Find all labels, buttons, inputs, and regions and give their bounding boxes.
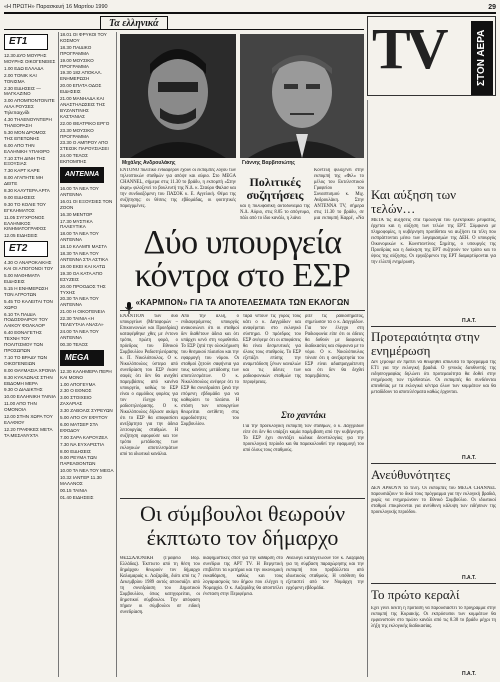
tv-box <box>367 16 496 96</box>
section-title: Τα ελληνικά <box>100 16 168 29</box>
program-listing: 9.00 ΡΕΥΜΑ ΤΩΝ ΠΑΡΕΛΘΟΝΤΩΝ <box>60 455 97 467</box>
photo-androulakis <box>120 34 236 158</box>
program-listing: 3.30 ΖΑΒΟΛΙΣ ΣΥΡΕΥΩΝ <box>60 408 113 414</box>
antenna-logo: ANTENNA <box>60 167 104 183</box>
program-listing: 20.00 ΕΠΑΤΑ ΟΔΟΣ ΕΙΔΗΣΕΙΣ <box>60 83 102 95</box>
main-rule <box>120 310 365 311</box>
program-listing: 18.30 ΤΑ ΝΕΑ ΤΟΥ ANTENNA ΣΤΑ ΑΣΤΙΚΑ <box>60 251 109 262</box>
program-listing: 6.00 ΑΠΟ ΤΗΝ ΕΛΛΗΝΙΚΗ ΥΠΑΙΘΡΟ <box>4 142 50 154</box>
program-listing: 12.30 ΔΥΟ ΜΟΥΡΗΣ ΜΟΥΡΗΣ ΟΙΚΟΓΕΝΕΙΕΣ <box>4 53 56 64</box>
program-listing: 10.32 ΙΑΝΤΕΡ 11.30 ΜΑΛΑΝΟΣ <box>60 475 102 487</box>
feature-text-mid: και η πολυφάσικη αυτοδυναμία της Ν.Δ. Αύριο, στις 8.05 το απόγευμα, πάλι από το ίδιο κανάλι, η λιάνα <box>240 204 310 221</box>
program-listing: 2.00 ΤΟΝΙΚ ΚΑΙ ΤΟΝΙΣΜΑ <box>4 72 37 84</box>
program-listing: 19.30 ΟΑ ΚΑΤΑ ΑΠΟ ΕΣΥΖΕΙΣ <box>60 270 103 282</box>
program-listing: 16.00 ΤΑ ΝΕΑ ΤΟΥ ANTENNA <box>60 186 99 197</box>
program-listing: 9.30 Ο ΔΙΑΔΙΚΤΗΣ <box>4 387 43 393</box>
program-listing: 7.10 ΣΤΗ ΔΙΝΗ ΤΗΣ ΕΞΟΥΣΙΑΣ <box>4 155 46 167</box>
program-listing: 21.00 Η ΟΙΚΟΓΕΝΕΙΑ <box>60 309 106 315</box>
on-air-label: ΣΤΟΝ ΑΕΡΑ <box>471 21 493 95</box>
program-listing: 8.00 ΘΑΥΜΑΣΙΑ ΧΡΟΝΙΑ <box>4 367 56 373</box>
program-listing: 5.30 ΜΟΝ ΔΡΟΜΟΣ ΤΗΣ ΕΠΕΤΩΝΗΣ <box>4 129 46 141</box>
right-story2-text: Δεν ξέρουμε αν πρέπει να θεωρηθεί απόλυτα το πρόγραμμα της ΕΤ1 για την εκλογική βραδιά. Ο γενικός διευθυντής της ειδησεογραφίας δηλώνει ότι προτεραιότητα θα δοθεί στην ενημέρωση των τηλεθεατών. Οι εκπομπές θα συνδέονται απευθείας με τα εκλογικά κέντρα όλων των κομμάτων και θα μεταδίδουν τα αποτελέσματα καθώς έρχονται. <box>371 360 496 395</box>
et1-logo: ΕΤ1 <box>4 34 48 50</box>
portrait-image <box>240 34 364 158</box>
column-divider <box>58 32 59 677</box>
program-listing: 11.00 ΑΠΟ ΤΗΝ ΟΜΟΝΟΙΑ <box>4 401 37 413</box>
program-listing: 7.10 ΤΟ ΒΡΑΔΥ ΤΩΝ ΟΙΚΟΓΕΝΕΙΩΝ <box>4 354 47 366</box>
et3-program-list <box>60 32 114 165</box>
bottom-text-col3: Ανάλογα καταγγέλλουν τον κ. Λαζαρίδη για τη σύμβαση παραχώρησης και την εκπομπή που προβάλλεται από ιδιωτικούς σταθμούς. Η υπόθεση θα εξεταστεί από τον Νομάρχη την ερχόμενη εβδομάδα. <box>286 556 364 591</box>
program-listing: 20.30 ΤΑ ΝΕΑ ΤΟΥ ANTENNA <box>60 296 99 308</box>
right-rule <box>371 583 496 584</box>
tv-listings-col-1 <box>4 32 56 677</box>
feature-text-left: ΕΝΤΟΝΟ πολιτικό ενδιαφέρον έχουν οι εκπομπές λόγου των τηλεοπτικών σταθμών για απόψε και αύριο. Στο MEGA CHANNEL, σήμερα στις 11.30 το βράδυ, η εκπομπή «Στην άκρη» φιλοξενεί το βουλευτή της Ν.Δ. κ. Σταύρο Φαλασ και την συνδυαζόμενη του ΠΑΣΟΚ κ. Ε. Αγγελική. Θέμα της συζήτησης: οι θέσεις της εβδομάδας, οι φοιτητικές παραγρμένες. <box>120 168 236 209</box>
program-listing: 7.30 ΝΑ ΕΥΧΑΡΙΣΤΙΑ <box>60 441 105 447</box>
feature-headline: Πολιτικές συζητήσεις <box>246 175 304 202</box>
program-listing: 20.00 ΠΡΟΟΔΟΣ ΤΗΣ ΤΥΧΗΣ <box>60 283 106 295</box>
program-listing: 12.05 ΕΙΔΗΣΕΙΣ <box>4 233 38 239</box>
photo-caption-left: Μιχάλης Ανδρουλάκης <box>122 160 176 166</box>
program-listing: 24.00 ΤΕΛΟΣ ΕΚΠΟΜΠΗΣ <box>60 153 88 165</box>
main-text-col3: τάρα νέτουν τις γύρος τους κάτι ο κ. Δαγγρίδων και αναφέρεται στο εκλογικό σύστημα. Ο πρόεδρος του ΕΣΡ ανέφερε ότι οι αποφάσεις θα είναι δεσμευτικές για όλους τους σταθμούς. Το ΕΣΡ εξετάζει επίσης την αναμετάδοση ξένων καναλιών και τις άδειες των ραδιοφωνικών σταθμών της περιφέρειας. <box>243 314 301 385</box>
program-listing: 4.30 Ο ΑΝΑΡΟΚΑΙΚΗΣ ΚΑΙ ΟΙ ΑΠΟΓΟΝΟΙ ΤΟΥ <box>4 260 54 272</box>
program-listing: 5.00 ΑΠΟ ΟΥ ΕΦΥΤΟΥ <box>60 415 108 421</box>
feature-text-right: Κοντέλη φιλοξενεί στην εκπομπή της «Φιλ» το μέλος του Εκτελεστικού Γραφείου του Συνασπισμού κ. Μιχ. Ανδρουλάκη. Στην ANTENNA TV, σήμερα στις 11.30 το βράδυ, σε μια εκπομπή Καρρέ, «Να <box>314 168 364 221</box>
et1-program-list <box>4 53 56 239</box>
right-story1-title: Και αύξηση των τελών… <box>371 187 457 216</box>
page-header <box>4 2 496 12</box>
program-listing: 3.00 ΑΠΟΜΠΟΝΤΟΝΙΤΕ ΑΙΛΑ ΡΟΥΣΕΣ Τηλεπαιχνίδι <box>4 98 55 116</box>
signature: Π.Α.Τ. <box>462 318 476 324</box>
bottom-rule <box>120 498 365 499</box>
program-listing: 12.30 ΚΑΛΗΜΕΡΑ ΠΕΡΗ ΚΑΙ ΜΟΝΟ <box>60 368 112 380</box>
program-listing: 4.30 ΤΗΛΕΝΟΥΝΤΕΡΗ ΤΗΛΕΟΡΑΣΗ <box>4 117 52 128</box>
bottom-text-col2: διαφημιστικές σποτ για την κάθαρση στο συνέδριο της ΑΡΤ TV. Η Βεργετική επιβλέπει τα κριτήρια και την οικονομική εκκαθάριση, καθώς και τους λογαριασμούς του δήμου που ελέγχει η Νομαρχία. Ο κ. Λαζαρίδης θα αποστείλει ένσταση στην Περιφέρεια. <box>203 556 283 597</box>
masthead: «Η ΠΡΩΤΗ» Παρασκευή 16 Μαρτίου 1990 <box>4 4 108 10</box>
mega-program-list <box>60 369 114 501</box>
program-listing: 6.00 ΜΑΤΣΕΡ ΣΤΑ ΕΦΟΔΟΥ <box>60 421 98 433</box>
program-listing: 8.30 ΚΥΚΛΩΝΑΣ ΣΤΗΝ ΕΒΔΟΜΗ ΜΕΡΑ <box>4 374 53 386</box>
et2-program-list <box>4 260 56 438</box>
et2-logo: ΕΤ2 <box>4 241 48 257</box>
photo-caption-right: Γιάννης Βαρβιτσιώτης <box>242 160 296 166</box>
section-bar <box>4 16 364 30</box>
antenna-program-list <box>60 186 114 348</box>
program-listing: 7.30 ΚΑΡΤ ΚΑΡΕ <box>4 168 40 174</box>
photo-varvitsiotis <box>240 34 364 158</box>
right-story3-text: ΔΕΝ ΑΡΚΟΥΝ τα τέλη. Οι εκπομπές του MEGA CHANNEL παρουσιάζουν το δικό τους πρόγραμμα για την εκλογική βραδιά, χωρίς να ενημερώνουν το Εθνικό Συμβούλιο. Οι ιδιωτικοί σταθμοί επικρίνονται για ανεύθυνη κάλυψη των ειδήσεων της προεκλογικής περιόδου. <box>371 486 496 515</box>
right-story2-title: Προτεραιότητα στην ενημέρωση <box>371 329 480 358</box>
bottom-headline: Οι σύμβουλοι θεωρούν έκπτωτο τον δήμαρχο <box>139 501 346 550</box>
program-listing: 10.00 ΕΛΛΗΝΙΚΗ ΤΑΙΝΙΑ <box>4 394 56 400</box>
program-listing: 5.00 ΜΑΘΗΜΑΤΑ ΕΙΔΗΣΕΙΣ <box>4 273 40 284</box>
right-rule <box>371 463 496 464</box>
program-listing: 19.00 ΕΚΕΙ ΚΑΙ ΚΑΤΩ <box>60 263 106 269</box>
page-number: 29 <box>488 3 496 11</box>
signature: Π.Α.Τ. <box>462 671 476 677</box>
tv-listings-col-2 <box>60 32 114 677</box>
program-listing: 10.00 ΤΑ ΝΕΑ ΤΟΥ MEGA <box>60 468 114 474</box>
column-divider <box>367 100 368 677</box>
program-listing: 22.00 ΘΕΑΤΡΙΚΟ ΕΡΓΟ <box>60 120 110 126</box>
program-listing: 16.01 ΟΙ ΕΞΟΥΣΙΕΣ ΤΟΝ ΖΟΟΝ <box>60 198 113 210</box>
bottom-text-col1: ΘΕΣΣΑΛΟΝΙΚΗ (Γραφείο Βορ. Ελλάδας). Έκπτωτο από τη θέση του δημάρχου θεωρούν τον δήμαρχο Καλαμαριάς κ. Λαζαρίδη, διότι από τις 7 Δεκεμβρίου 1989 αυτός απουσιάζει από τη συνεδρίαση του Δημοτικού Συμβουλίου, όπως κατηγορείται, οι δημοτικοί σύμβουλοι. Την απόφαση πήραν οι σύμβουλοι σε ειδική συνεδρίαση. <box>120 556 200 615</box>
main-text-col1: ΕΝΑΝΤΙΟΝ των δύο υπουργείων (Μεταφορών – Επικοινωνιών και Προεδρίας) καταφέρθηκε χθες με έντονο τρόπο, πρώτη φορά, ο πρόεδρος του Εθνικού Συμβουλίου Ραδιοτηλεόρασης κ. Π. Νικολόπουλος. Ο κ. Νικολόπουλος ύστερα από συνεδρίαση του ΕΣΡ έκανε σαφές ότι δεν θα ανεχθεί παρεμβάσεις από κανένα υπουργείο, καθώς το ΕΣΡ είναι ο αρμόδιος φορέας για τον έλεγχο της ραδιοτηλεόρασης. Ο κ. Νικολόπουλος δήλωσε ακόμη ότι το ΕΣΡ θα αποφασίσει ανεξάρτητα για την άδεια λειτουργίας σταθμών. Η συζήτηση αφορούσε και τον τρόπο μετάδοσης των εκλογικών αποτελεσμάτων από τα ιδιωτικά κανάλια. <box>120 314 178 457</box>
header-rule <box>4 12 496 14</box>
program-listing: 18.01 ΟΙ ΦΡΥΚΟΙ ΤΟΥ ΚΟΣΜΟΥ <box>60 32 107 43</box>
program-listing: 6.40 ΕΘΝΑΓΕΤΗΣ ΤΕΧΝΗ ΤΟΥ ΠΟΛΙΤΙΣΜΟΥ ΤΩΝ ΠΡΟΣΩΠΩΝ <box>4 330 43 353</box>
program-listing: 01.40 ΕΙΔΗΣΕΙΣ <box>60 494 94 500</box>
right-story3-title: Ανεύθυνότητες <box>371 467 451 482</box>
program-listing: 00.15 ΤΑΙΝΙΑ <box>60 488 88 493</box>
mega-logo: MEGA <box>60 350 104 366</box>
program-listing: 12.00 ΣΤΗΝ ΧΩΡΑ ΤΟΥ ΕΛΑΦΙΟΥ <box>4 414 53 425</box>
program-listing: 8.00 ΑΓΑΠΗΤΕ ΜΗ ΔΕΙΤΕ <box>4 175 44 187</box>
program-listing: 5.15 Η ΕΝΗΜΕΡΩΣΗ ΤΟΝ ΑΓΡΟΤΩΝ <box>4 285 49 297</box>
main-text-col2: Από την άλλη, ο ενδιαφερόμενος υπουργός ανακοινώνει ότι οι σταθμοί δεν διαθέτουν άδεια και ότι υπάρχει κενό στη νομοθεσία. Το ΕΣΡ ζητά την ολοκλήρωση του θεσμικού πλαισίου και την εφαρμογή του νόμου. Οι σταθμοί ζητούν σαφήνεια για τους κανόνες μετάδοσης των αποτελεσμάτων. Ο κ. Νικολόπουλος ανέφερε ότι το ΕΣΡ θα συνεδριάσει ξανά την επόμενη εβδομάδα για να καθορίσει το πλαίσιο. Η στάση των υπουργείων θεωρείται αντίθετη στις αρμοδιότητες του Συμβουλίου. <box>181 314 239 427</box>
program-listing: 8.30 ΚΑΛΥΤΕΡΑ ΑΡΓΑ <box>4 188 50 194</box>
right-story4-title: Το πρώτο κεραλί <box>371 587 460 602</box>
program-listing: 22.30 ΤΑΙΝΙΑ «Η ΤΕΛΕΥΤΑΙΑ ΑΝΑΣΑ» <box>60 316 104 328</box>
signature: Π.Α.Τ. <box>462 575 476 581</box>
program-listing: 11.05 ΣΥΓΧΡΟΝΟΣ ΕΛΛΗΝΙΚΟΣ ΚΙΝΗΜΑΤΟΓΡΑΦΟΣ <box>4 214 47 232</box>
program-listing: 18.00 ΤΑ ΝΕΑ ΤΟΥ ANTENNA <box>60 231 99 243</box>
program-listing: 8.00 ΕΙΔΗΣΕΙΣ <box>60 448 91 454</box>
tv-letters: TV <box>372 16 445 81</box>
program-listing: 19.00 ΜΟΥΣΙΚΟ ΠΡΟΓΡΑΜΜΑ <box>60 57 94 69</box>
main-subheadline: «ΚΑΡΜΠΟΝ» ΓΙΑ ΤΑ ΑΠΟΤΕΛΕΣΜΑΤΑ ΤΩΝ ΕΚΛΟΓΩΝ <box>135 298 350 307</box>
program-listing: 9.30 ΤΟ ΚΟΛΙΕ ΤΟΥ ΕΓΚΛΗΜΑΤΟΣ <box>4 201 46 213</box>
program-listing: 1.00 ΑΠΟΓΕΥΜΑ <box>60 381 96 387</box>
right-story1-text: ΜΕΤΑ τις αυξήσεις στα τιμολόγια του ηλεκτρικού ρεύματος, έρχεται και η αύξηση των τελών της ΕΡΤ. Σύμφωνα με πληροφορίες, η κυβέρνηση προτίθεται να αυξήσει τα τέλη που εισπράττονται μέσω των λογαριασμών της ΔΕΗ. Ο υπουργός Οικονομικών κ. Κωνσταντίνος Σημίτης, ο υπουργός της Προεδρίας και η διοίκηση της ΕΡΤ συζητούν τον τρόπο και το ύψος της αύξησης. Οι εργαζόμενοι της ΕΡΤ διαμαρτύρονται για την ελλιπή ενημέρωση. <box>371 218 496 265</box>
right-story4-text: Εχει γίνει δεκτή η πρόταση να παρουσιαστεί το πρόγραμμα στην εκπομπή της Κυριακής. Οι εκπρόσωποι των κομμάτων θα εμφανιστούν στο πρώτο κανάλι από τις 8.30 το βράδυ μέχρι τη λήξη της εκλογικής διαδικασίας. <box>371 606 496 629</box>
program-listing: 23.30 ΜΟΥΣΙΚΟ ΠΡΟΓΡΑΜΜΑ <box>60 127 94 139</box>
program-listing: 21.00 ΜΑΝΗΑΔΑ ΚΑΙ ΑΝΑΣΤΗΛΩΣΕΙΣ ΤΗΣ ΒΥΖΑΝΤΙΝΗΣ ΚΑΣΤΑΝΙΑΣ <box>60 96 106 119</box>
portrait-image <box>120 34 236 158</box>
program-listing: 12.20 ΓΡΑΦΙΚΕΣ ΜΕΤΑ ΤΑ ΜΕΣΑΝΥΧΤΑ <box>4 426 53 438</box>
right-rule <box>371 326 496 327</box>
box-text: Για την προεκλογική εκπομπή των σταθμών, ο κ. Δαγγρίδων είπε ότι δεν θα υπάρξει καμία παρέμβαση από την κυβέρνηση. Το ΕΣΡ έχει συντάξει κώδικα δεοντολογίας για την προεκλογική περίοδο και θα παρακολουθεί την εφαρμογή του από όλους τους σταθμούς. <box>243 424 364 453</box>
program-listing: 7.00 ΣΑΡΑ ΚΑΡΟΥΖΕΛ <box>60 434 108 440</box>
program-listing: 18.10 ΚΛΑΜΠΙ ΜΑΣΤΑ <box>60 244 107 250</box>
program-listing: 2.30 Ο ΕΘΝΟΣ <box>60 388 92 394</box>
program-listing: 16.30 ΜΕΝΤΟΡ <box>60 211 93 217</box>
program-listing: 1.00 ΕΔΩ ΕΛΛΑΔΑ <box>4 65 44 71</box>
program-listing: 24.00 ΤΑ ΝΕΑ ΤΟΥ ANTENNA <box>60 328 99 340</box>
column-divider <box>116 32 117 677</box>
program-listing: 18.30 ΠΑΙΔΙΚΟ ΠΡΟΓΡΑΜΜΑ <box>60 44 92 56</box>
program-listing: 6.10 ΤΑ ΠΑΙΔΙΑ ΠΟΔΟΣΦΑΙΡΟΥ ΤΟΥ ΛΑΙΚΟΥ ΦΟΛΚΛΟΡ <box>4 311 48 329</box>
program-listing: 19.30 182 ΑΠΟΚΑΛ. ΕΝΗΜΕΡΩΣΗ <box>60 70 102 82</box>
program-listing: 23.30 Ο ΑΜΠΡΟΥ ΑΠΟ ΣΤΕΙΣΙΚ ΠΑΡΟΥΣΙΑΣΕΙ <box>60 140 109 152</box>
box-title: Στο χαντάκι <box>281 410 326 420</box>
program-listing: 2.30 ΕΙΔΗΣΕΙΣ — ΜΑΓΚΑΖΙΝΟ <box>4 85 41 97</box>
program-listing: 00.30 ΤΕΛΟΣ <box>60 341 88 347</box>
program-listing: 9.00 ΕΙΔΗΣΕΙΣ <box>4 194 35 200</box>
program-listing: 3.00 ΣΤΟΙΧΕΙΟ ΖΑΧΑΡΙΑΣ <box>60 395 92 407</box>
program-listing: 5.45 ΤΟ ΚΑΛΕΙΤΑΙ ΤΟΝ ΧΩΡΟ <box>4 298 53 310</box>
program-listing: 17.30 ΜΥΣΤΙΚΑ ΠΑΛΕΥΤΙΚΑ <box>60 218 93 230</box>
main-headline: Δύο υπουργεία κόντρα στο ΕΣΡ <box>134 224 351 294</box>
main-text-col4: ρίτε τις ραδιοσήματος, σημείωσαν τα ο κ. Δαγγρίδων. Για τον έλεγχο στη Ραδιοφωνία είπε ότι οι άδειες θα δοθούν με διαφανείς διαδικασίες και σύμφωνα με το νόμο. Ο κ. Νικολόπουλος τόνισε ότι η ανεξαρτησία του ΕΣΡ είναι αδιαπραγμάτευτη και ότι δεν θα δεχθεί παρεμβάσεις. <box>305 314 364 379</box>
signature: Π.Α.Τ. <box>462 455 476 461</box>
